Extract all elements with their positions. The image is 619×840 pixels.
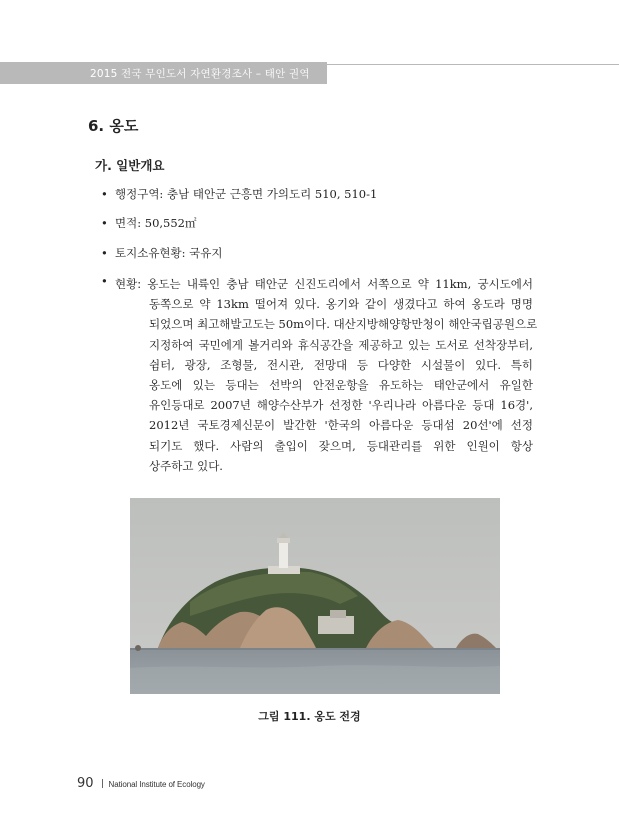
bullet-area: [101, 215, 197, 231]
status-line: 옹도에 있는 등대는 선박의 안전운항을 유도하는 태안군에서 유일한: [149, 378, 533, 393]
status-line: 유인등대로 2007년 해양수산부가 선정한 '우리나라 아름다운 등대 16경',: [149, 398, 533, 413]
island-photo: [130, 498, 500, 694]
island-photo-illustration: [130, 498, 500, 694]
bullet-area-text: 면적: 50,552㎡: [115, 216, 197, 230]
status-line: 되기도 했다. 사람의 출입이 잦으며, 등대관리를 위한 인원이 항상: [149, 438, 533, 453]
status-line: 2012년 국토경제신문이 발간한 '한국의 아름다운 등대섬 20선'에 선정: [149, 418, 533, 433]
status-paragraph: [115, 274, 538, 476]
bullet-admin: [101, 186, 377, 202]
bullet-dot: •: [101, 216, 108, 230]
header-rule: [327, 64, 619, 65]
status-line: 동쪽으로 약 13km 떨어져 있다. 옹기와 같이 생겼다고 하여 옹도라 명명: [149, 297, 533, 312]
page-footer: [77, 772, 205, 791]
status-line: 현황: 옹도는 내륙인 충남 태안군 신진도리에서 서쪽으로 약 11km, 궁시도에서: [115, 277, 533, 291]
figure-caption: 그림 111. 옹도 전경: [258, 710, 361, 723]
bullet-admin-text: 행정구역: 충남 태안군 근흥면 가의도리 510, 510-1: [115, 187, 378, 201]
status-line: 지정하여 국민에게 볼거리와 휴식공간을 제공하고 있는 도서로 선착장부터,: [149, 337, 533, 352]
bullet-ownership: [101, 245, 223, 261]
bullet-dot: •: [101, 246, 108, 260]
section-title: 6. 옹도: [88, 117, 139, 135]
status-line: 쉼터, 광장, 조형물, 전시관, 전망대 등 다양한 시설물이 있다. 특히: [149, 357, 533, 372]
page-number: 90: [77, 776, 94, 791]
bullet-ownership-text: 토지소유현황: 국유지: [115, 246, 223, 260]
subsection-title: 가. 일반개요: [95, 158, 165, 173]
header-title: 2015 전국 무인도서 자연환경조사 – 태안 권역: [90, 68, 310, 80]
status-line: 되었으며 최고해발고도는 50m이다. 대산지방해양항만청이 해안국립공원으로: [149, 317, 538, 332]
bullet-status-marker: [101, 274, 115, 288]
status-line: 상주하고 있다.: [149, 458, 223, 473]
bullet-dot: •: [101, 187, 108, 201]
bullet-dot: •: [101, 274, 108, 288]
status-label: 현황:: [115, 277, 142, 291]
running-header: [0, 62, 619, 84]
footer-organization: National Institute of Ecology: [108, 780, 205, 789]
footer-divider: [102, 779, 103, 788]
